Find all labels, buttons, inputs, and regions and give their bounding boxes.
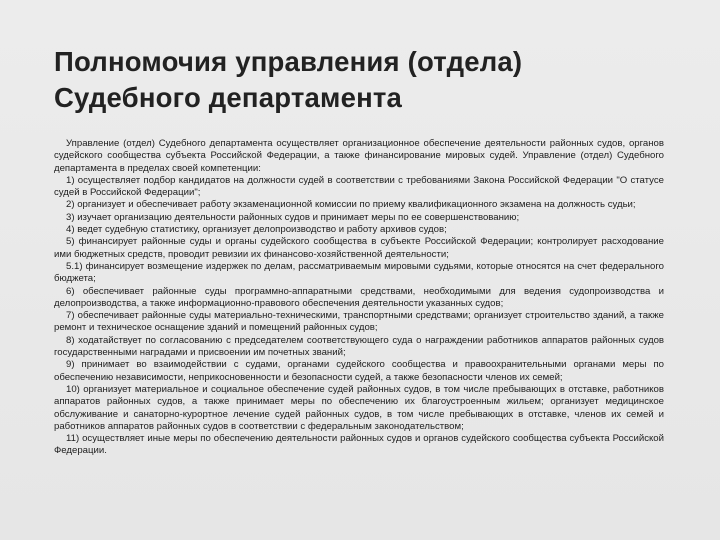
page-title: [54, 44, 654, 116]
body-text: [54, 138, 664, 458]
intro-paragraph: Управление (отдел) Судебного департамента осуществляет организационное обеспечение деятельности районных судов, органов судейского сообщества субъекта Российской Федерации, а также финансирование мировых судей. Управление (отдел) Судебного департамента в пределах своей компетенции:: [54, 138, 664, 174]
list-item-3: 3) изучает организацию деятельности районных судов и принимает меры по ее совершенствованию;: [66, 211, 520, 223]
list-item-5-1: 5.1) финансирует возмещение издержек по делам, рассматриваемым мировыми судьями, которые относятся на счет федерального бюджета;: [54, 260, 664, 285]
list-item-7: 7) обеспечивает районные суды материально-техническими, транспортными средствами; организует строительство зданий, а также ремонт и техническое оснащение зданий и помещений районных судов;: [54, 310, 664, 334]
list-item-1: 1) осуществляет подбор кандидатов на должности судей в соответствии с требованиями Закона Российской Федерации "О статусе судей в Российской Федерации";: [54, 174, 664, 199]
list-item-8: 8) ходатайствует по согласованию с председателем соответствующего суда о награждении работников аппаратов районных судов государственными наградами и присвоении им почетных званий;: [54, 334, 664, 359]
list-item-9: 9) принимает во взаимодействии с судами, органами судейского сообщества и правоохранительными органами меры по обеспечению независимости, неприкосновенности и безопасности судей, а также безопасности членов их семей;: [54, 359, 664, 383]
title-line-1: Полномочия управления (отдела): [54, 46, 523, 77]
list-item-2: 2) организует и обеспечивает работу экзаменационной комиссии по приему квалификационного экзамена на должность судьи;: [66, 199, 636, 211]
list-item-5: 5) финансирует районные суды и органы судейского сообщества в субъекте Российской Федерации; контролирует расходование ими бюджетных средств, проводит ревизии их финансово-хозяйственной деятельности;: [54, 236, 664, 260]
list-item-11: 11) осуществляет иные меры по обеспечению деятельности районных судов и органов судейского сообщества субъекта Российской Федерации.: [54, 433, 664, 457]
title-line-2: Судебного департамента: [54, 82, 403, 113]
list-item-10: 10) организует материальное и социальное обеспечение судей районных судов, в том числе пребывающих в отставке, работников аппаратов районных судов, а также принимает меры по обеспечению их благоустроенным жильем; организует медицинское обслуживание и санаторно-курортное лечение судей районных судов, в том числе пребывающих в отставке, членов их семей и работников аппаратов районных судов в соответствии с федеральным законодательством;: [54, 383, 664, 432]
list-item-6: 6) обеспечивает районные суды программно-аппаратными средствами, необходимыми для ведения судопроизводства и делопроизводства, а также информационно-правового обеспечения деятельности указанных судов;: [54, 285, 664, 309]
list-item-4: 4) ведет судебную статистику, организует делопроизводство и работу архивов судов;: [66, 224, 447, 236]
